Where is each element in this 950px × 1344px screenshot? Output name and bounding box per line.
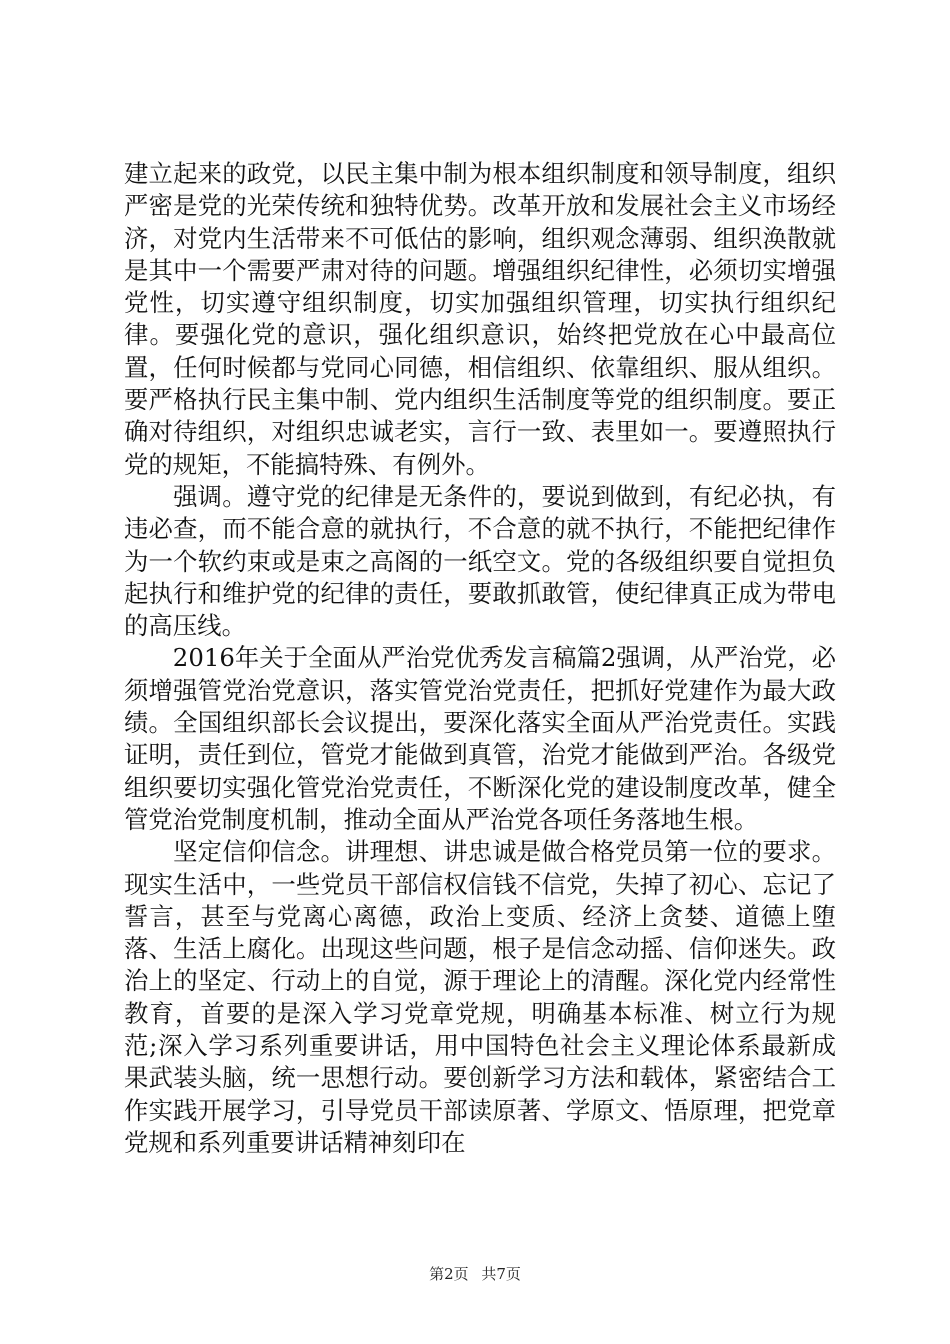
document-body — [124, 158, 836, 1159]
page-footer — [0, 1264, 950, 1284]
paragraph-4: 坚定信仰信念。讲理想、讲忠诚是做合格党员第一位的要求。现实生活中，一些党员干部信权信钱不信党，失掉了初心、忘记了誓言，甚至与党离心离德，政治上变质、经济上贪婪、道德上堕落、生活上腐化。出现这些问题，根子是信念动摇、信仰迷失。政治上的坚定、行动上的自觉，源于理论上的清醒。深化党内经常性教育，首要的是深入学习党章党规，明确基本标准、树立行为规范;深入学习系列重要讲话，用中国特色社会主义理论体系最新成果武装头脑，统一思想行动。要创新学习方法和载体，紧密结合工作实践开展学习，引导党员干部读原著、学原文、悟原理，把党章党规和系列重要讲话精神刻印在 — [124, 837, 836, 1157]
page-total: 共7页 — [481, 1265, 521, 1283]
paragraph-3: 2016年关于全面从严治党优秀发言稿篇2强调，从严治党，必须增强管党治党意识，落实管党治党责任，把抓好党建作为最大政绩。全国组织部长会议提出，要深化落实全面从严治党责任。实践证明，责任到位，管党才能做到真管，治党才能做到严治。各级党组织要切实强化管党治党责任，不断深化党的建设制度改革，健全管党治党制度机制，推动全面从严治党各项任务落地生根。 — [124, 643, 836, 834]
paragraph-1: 建立起来的政党，以民主集中制为根本组织制度和领导制度，组织严密是党的光荣传统和独特优势。改革开放和发展社会主义市场经济，对党内生活带来不可低估的影响，组织观念薄弱、组织涣散就是其中一个需要严肃对待的问题。增强组织纪律性，必须切实增强党性，切实遵守组织制度，切实加强组织管理，切实执行组织纪律。要强化党的意识，强化组织意识，始终把党放在心中最高位置，任何时候都与党同心同德，相信组织、依靠组织、服从组织。要严格执行民主集中制、党内组织生活制度等党的组织制度。要正确对待组织，对组织忠诚老实，言行一致、表里如一。要遵照执行党的规矩，不能搞特殊、有例外。 — [124, 159, 836, 479]
page-number: 第2页 — [429, 1265, 469, 1283]
paragraph-2: 强调。遵守党的纪律是无条件的，要说到做到，有纪必执，有违必查，而不能合意的就执行，不合意的就不执行，不能把纪律作为一个软约束或是束之高阁的一纸空文。党的各级组织要自觉担负起执行和维护党的纪律的责任，要敢抓敢管，使纪律真正成为带电的高压线。 — [124, 481, 836, 641]
